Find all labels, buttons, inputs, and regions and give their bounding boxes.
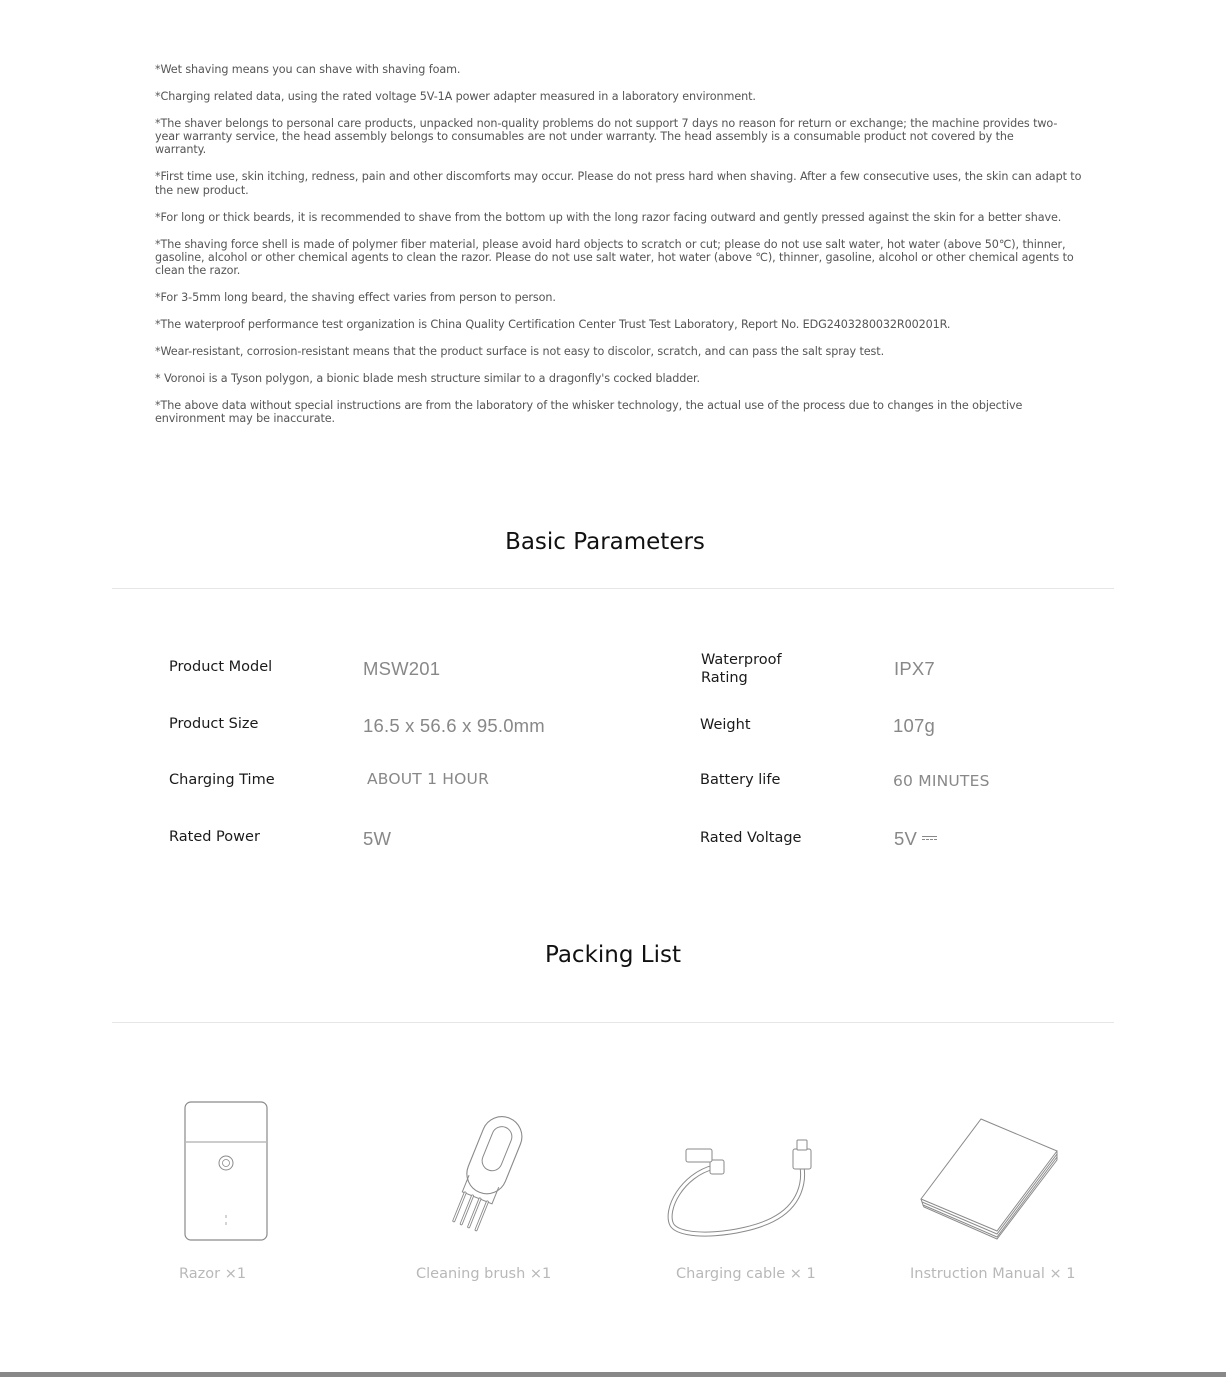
footnote: *Charging related data, using the rated voltage 5V-1A power adapter measured in a laboratory environment. <box>155 90 756 103</box>
footnote: *Wear-resistant, corrosion-resistant means that the product surface is not easy to discolor, scratch, and can pass the salt spray test. <box>155 345 885 359</box>
param-label-product-size: Product Size <box>169 716 259 732</box>
cleaning-brush-icon <box>428 1110 528 1235</box>
param-label-battery-life: Battery life <box>700 772 781 788</box>
packing-item-instruction-manual <box>915 1115 1065 1244</box>
param-label-rated-voltage: Rated Voltage <box>700 830 802 846</box>
packing-item-razor <box>180 1098 272 1248</box>
param-value-waterproof-rating: IPX7 <box>894 658 935 679</box>
param-value-weight: 107g <box>893 715 935 736</box>
param-label-weight: Weight <box>700 717 751 733</box>
charging-cable-icon <box>662 1135 817 1240</box>
footnote: *For long or thick beards, it is recommended to shave from the bottom up with the long razor facing outward and gently pressed against the skin for a better shave. <box>155 210 1062 224</box>
footnote: *For 3-5mm long beard, the shaving effect varies from person to person. <box>155 291 556 305</box>
param-value-rated-power: 5W <box>363 828 392 849</box>
footnote: *First time use, skin itching, redness, pain and other discomforts may occur. Please do not press hard when shaving. After a few consecutive uses, the skin can adapt to the new product. <box>155 170 1082 197</box>
param-value-rated-voltage-wrap <box>894 828 937 850</box>
param-label-charging-time: Charging Time <box>169 772 275 788</box>
param-label-product-model: Product Model <box>169 659 273 675</box>
razor-icon <box>180 1098 272 1244</box>
param-value-product-model: MSW201 <box>363 658 441 679</box>
packing-list-divider <box>112 1022 1114 1023</box>
instruction-manual-icon <box>915 1115 1065 1240</box>
footnote: *The waterproof performance test organization is China Quality Certification Center Trust Test Laboratory, Report No. EDG2403280032R00201R. <box>155 318 951 332</box>
param-label-waterproof-rating: Waterproof Rating <box>701 652 782 686</box>
dc-symbol-icon <box>922 834 937 842</box>
packing-item-cleaning-brush <box>428 1110 528 1239</box>
packing-item-charging-cable <box>662 1135 817 1244</box>
packing-label-razor: Razor ×1 <box>179 1266 247 1282</box>
param-value-product-size: 16.5 x 56.6 x 95.0mm <box>363 715 545 736</box>
param-value-rated-voltage: 5V <box>894 828 918 849</box>
basic-parameters-divider <box>112 588 1114 589</box>
param-label-rated-power: Rated Power <box>169 829 260 845</box>
packing-list-title: Packing List <box>545 942 681 968</box>
param-value-battery-life: 60 MINUTES <box>893 772 990 790</box>
bottom-bar <box>0 1372 1226 1377</box>
packing-label-instruction-manual: Instruction Manual × 1 <box>910 1266 1076 1282</box>
footnotes <box>155 63 1100 439</box>
param-value-charging-time: ABOUT 1 HOUR <box>367 770 490 788</box>
footnote: *The shaver belongs to personal care products, unpacked non-quality problems do not support 7 days no reason for return or exchange; the machine provides two-year warranty service, the head assembly belongs to consumables are not under warranty. The head assembly is a consumable product not covered by the warranty. <box>155 117 1058 157</box>
basic-parameters-title: Basic Parameters <box>505 529 705 555</box>
footnote: *The above data without special instructions are from the laboratory of the whisker technology, the actual use of the process due to changes in the objective environment may be inaccurate. <box>155 399 1023 426</box>
footnote: *Wet shaving means you can shave with shaving foam. <box>155 63 461 76</box>
footnote: *The shaving force shell is made of polymer fiber material, please avoid hard objects to scratch or cut; please do not use salt water, hot water (above 50℃), thinner, gasoline, alcohol or other chemical agents to clean the razor. Please do not use salt water, hot water (above ℃), thinner, gasoline, alcohol or other chemical agents to clean the razor. <box>155 237 1074 278</box>
footnote: * Voronoi is a Tyson polygon, a bionic blade mesh structure similar to a dragonfly's cocked bladder. <box>155 372 700 386</box>
packing-label-charging-cable: Charging cable × 1 <box>676 1266 816 1282</box>
packing-label-cleaning-brush: Cleaning brush ×1 <box>416 1266 552 1282</box>
